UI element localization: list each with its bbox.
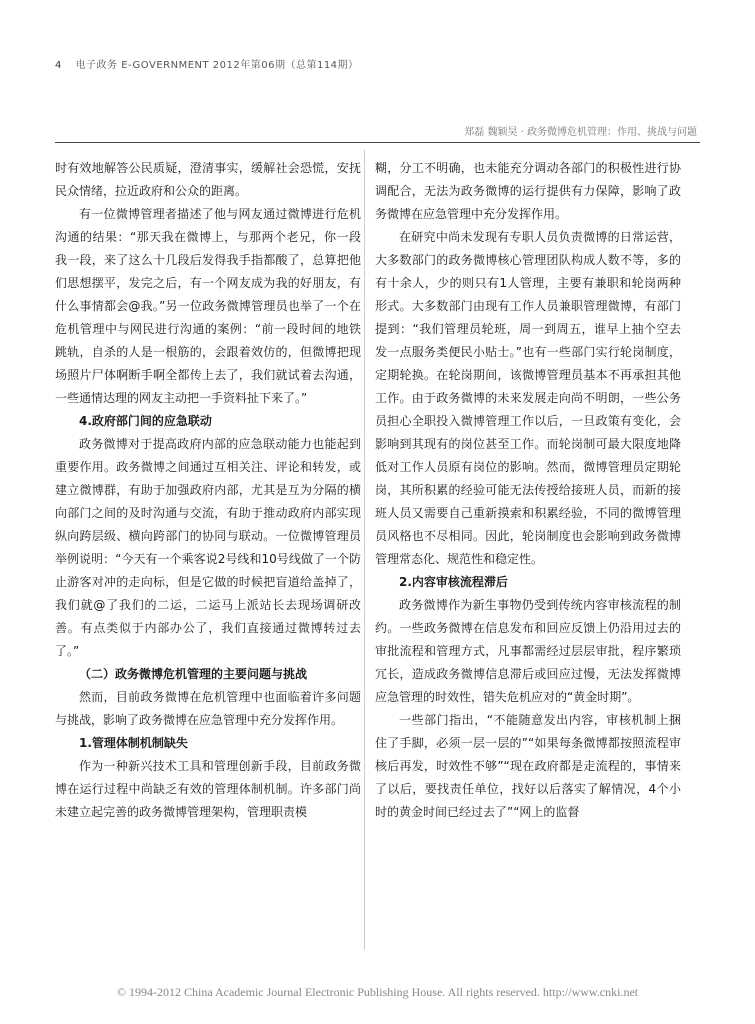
column-divider [364,150,365,950]
paragraph: 有一位微博管理者描述了他与网友通过微博进行危机沟通的结果：“那天我在微博上，与那两个老兄，你一段我一段，来了这么十几段后发得我手指都酸了，总算把他们思想摆平，发完之后，有一个网友成为我的好朋友，有什么事情都会@我。”另一位政务微博管理员也举了一个在危机管理中与网民进行沟通的案例：“前一段时间的地铁跳轨，自杀的人是一根筋的，会跟着效仿的，但微博把现场照片尸体啊断手啊全都传上去了，我们就试着去沟通，一些通情达理的网友主动把一手资料扯下来了。” [55,207,361,405]
header-rule [55,142,700,143]
right-column [375,157,681,952]
paragraph: 政务微博对于提高政府内部的应急联动能力也能起到重要作用。政务微博之间通过互相关注、评论和转发，或建立微博群，有助于加强政府内部，尤其是互为分隔的横向部门之间的及时沟通与交流，有助于推动政府内部实现纵向跨层级、横向跨部门的协同与联动。一位微博管理员举例说明：“今天有一个乘客说2号线和10号线做了一个防止游客对冲的走向标，但是它做的时候把盲道给盖掉了，我们就@了我们的二运，二运马上派站长去现场调研改善。有点类似于内部办公了，我们直接通过微博转过去了。” [55,437,361,658]
paragraph: 一些部门指出，“不能随意发出内容，审核机制上捆住了手脚，必须一层一层的”“如果每条微博都按照流程审核后再发，时效性不够”“现在政府都是走流程的，事情来了以后，要找责任单位，找好以后落实了解情况，4个小时的黄金时间已经过去了”“网上的监督 [375,713,681,819]
left-column [55,157,361,952]
section-heading: （二）政务微博危机管理的主要问题与挑战 [79,667,308,681]
running-header [55,56,700,72]
journal-name: 电子政务 E-GOVERNMENT 2012年第06期（总第114期） [75,60,359,71]
subsection-heading: 1.管理体制机制缺失 [79,736,188,750]
article-running-title: 郑磊 魏颖昊 · 政务微博危机管理：作用、挑战与问题 [464,127,697,138]
paragraph: 时有效地解答公民质疑，澄清事实，缓解社会恐慌，安抚民众情绪，拉近政府和公众的距离。 [55,161,361,198]
subsection-heading: 4.政府部门间的应急联动 [79,414,212,428]
paragraph: 政务微博作为新生事物仍受到传统内容审核流程的制约。一些政务微博在信息发布和回应反馈上仍沿用过去的审批流程和管理方式，凡事都需经过层层审批，程序繁琐冗长，造成政务微博信息滞后或回应过慢，无法发挥微博应急管理的时效性，错失危机应对的“黄金时期”。 [375,598,681,704]
paragraph: 然而，目前政务微博在危机管理中也面临着许多问题与挑战，影响了政务微博在应急管理中充分发挥作用。 [55,690,361,727]
page-number: 4 [55,60,62,71]
paragraph: 作为一种新兴技术工具和管理创新手段，目前政务微博在运行过程中尚缺乏有效的管理体制机制。许多部门尚未建立起完善的政务微博管理架构，管理职责模 [55,759,361,819]
paragraph: 糊，分工不明确，也未能充分调动各部门的积极性进行协调配合，无法为政务微博的运行提供有力保障，影响了政务微博在应急管理中充分发挥作用。 [375,161,681,221]
subsection-heading: 2.内容审核流程滞后 [399,575,508,589]
copyright-footer: © 1994-2012 China Academic Journal Electronic Publishing House. All rights reserved. http://www.cnki.net [116,985,639,999]
paragraph: 在研究中尚未发现有专职人员负责微博的日常运营，大多数部门的政务微博核心管理团队构成人数不等，多的有十余人，少的则只有1人管理，主要有兼职和轮岗两种形式。大多数部门由现有工作人员兼职管理微博，有部门提到：“我们管理员轮班，周一到周五，谁早上抽个空去发一点服务类便民小贴士。”也有一些部门实行轮岗制度，定期轮换。在轮岗期间，该微博管理员基本不再承担其他工作。由于政务微博的未来发展走向尚不明朗，一些公务员担心全职投入微博管理工作以后，一旦政策有变化，会影响到其现有的岗位甚至工作。而轮岗制可最大限度地降低对工作人员原有岗位的影响。然而，微博管理员定期轮岗，其所积累的经验可能无法传授给接班人员，而新的接班人员又需要自己重新摸索和积累经验，不同的微博管理员风格也不尽相同。因此，轮岗制度也会影响到政务微博管理常态化、规范性和稳定性。 [375,230,681,566]
